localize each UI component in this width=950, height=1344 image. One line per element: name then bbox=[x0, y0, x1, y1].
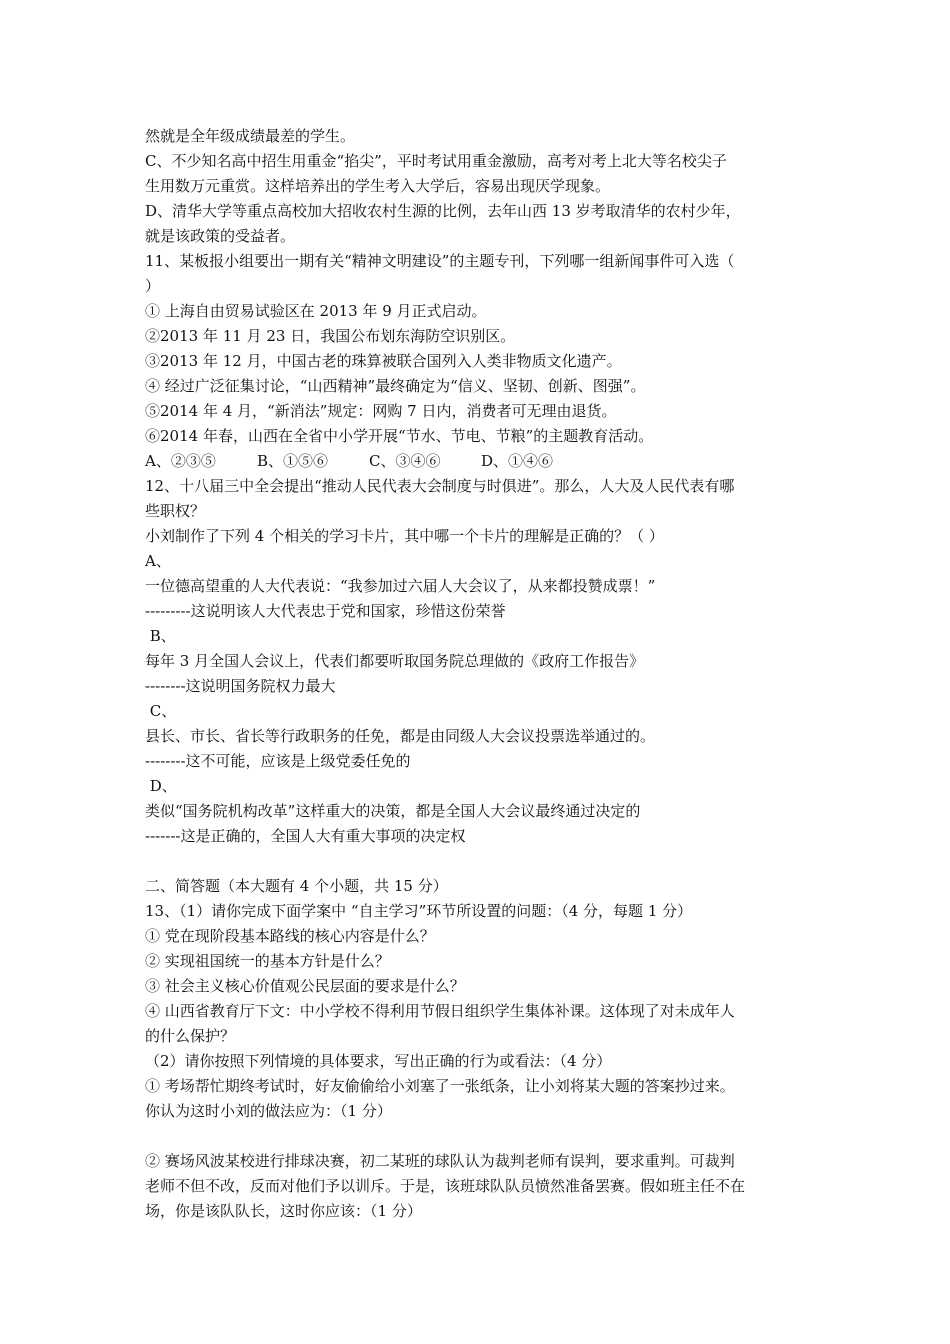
text-line: 场，你是该队队长，这时你应该：（1 分） bbox=[145, 1202, 422, 1220]
text-line: 就是该政策的受益者。 bbox=[145, 227, 296, 245]
news-item-2: ②2013 年 11 月 23 日，我国公布划东海防空识别区。 bbox=[145, 327, 516, 345]
news-item-6: ⑥2014 年春，山西在全省中小学开展“节水、节电、节粮”的主题教育活动。 bbox=[145, 427, 654, 445]
text-line: 的什么保护？ bbox=[145, 1027, 236, 1045]
text-line: 老师不但不改，反而对他们予以训斥。于是，该班球队队员愤然准备罢赛。假如班主任不在 bbox=[145, 1177, 746, 1195]
option-d: D、①④⑥ bbox=[481, 452, 554, 470]
spacer bbox=[145, 1124, 815, 1149]
news-item-5: ⑤2014 年 4 月，“新消法”规定：网购 7 日内，消费者可无理由退货。 bbox=[145, 402, 617, 420]
text-line: 你认为这时小刘的做法应为：（1 分） bbox=[145, 1102, 392, 1120]
question-12-prompt: 小刘制作了下列 4 个相关的学习卡片，其中哪一个卡片的理解是正确的？（ ） bbox=[145, 527, 664, 545]
card-b-comment: --------这说明国务院权力最大 bbox=[145, 677, 336, 695]
document-page bbox=[145, 124, 815, 1224]
text-line: 生用数万元重赏。这样培养出的学生考入大学后，容易出现厌学现象。 bbox=[145, 177, 611, 195]
card-d-statement: 类似“国务院机构改革”这样重大的决策，都是全国人大会议最终通过决定的 bbox=[145, 802, 641, 820]
card-d-label: D、 bbox=[145, 777, 177, 795]
section-2-heading: 二、简答题（本大题有 4 个小题，共 15 分） bbox=[145, 877, 448, 895]
card-c-statement: 县长、市长、省长等行政职务的任免，都是由同级人大会议投票选举通过的。 bbox=[145, 727, 656, 745]
card-b-label: B、 bbox=[145, 627, 176, 645]
question-11-stem: 11、某板报小组要出一期有关“精神文明建设”的主题专刊，下列哪一组新闻事件可入选（ bbox=[145, 252, 735, 270]
card-a-label: A、 bbox=[145, 552, 171, 570]
card-b-statement: 每年 3 月全国人会议上，代表们都要听取国务院总理做的《政府工作报告》 bbox=[145, 652, 645, 670]
news-item-1: ① 上海自由贸易试验区在 2013 年 9 月正式启动。 bbox=[145, 302, 487, 320]
question-12-stem: 12、十八届三中全会提出“推动人民代表大会制度与时俱进”。那么，人大及人民代表有哪 bbox=[145, 477, 735, 495]
spacer bbox=[145, 849, 815, 874]
card-a-comment: ---------这说明该人大代表忠于党和国家，珍惜这份荣誉 bbox=[145, 602, 506, 620]
sub-question-4: ④ 山西省教育厅下文：中小学校不得利用节假日组织学生集体补课。这体现了对未成年人 bbox=[145, 1002, 735, 1020]
news-item-4: ④ 经过广泛征集讨论，“山西精神”最终确定为“信义、坚韧、创新、图强”。 bbox=[145, 377, 646, 395]
card-c-comment: --------这不可能，应该是上级党委任免的 bbox=[145, 752, 411, 770]
question-11-options bbox=[145, 449, 815, 474]
scenario-1: ① 考场帮忙期终考试时，好友偷偷给小刘塞了一张纸条，让小刘将某大题的答案抄过来。 bbox=[145, 1077, 735, 1095]
option-b: B、①⑤⑥ bbox=[257, 452, 329, 470]
card-c-label: C、 bbox=[145, 702, 177, 720]
card-a-statement: 一位德高望重的人大代表说：“我参加过六届人大会议了，从来都投赞成票！” bbox=[145, 577, 656, 595]
text-line: 然就是全年级成绩最差的学生。 bbox=[145, 127, 356, 145]
sub-question-3: ③ 社会主义核心价值观公民层面的要求是什么？ bbox=[145, 977, 465, 995]
option-a: A、②③⑤ bbox=[145, 452, 216, 470]
question-11-bracket: ） bbox=[145, 277, 161, 295]
card-d-comment: -------这是正确的，全国人大有重大事项的决定权 bbox=[145, 827, 466, 845]
question-13-part-2: （2）请你按照下列情境的具体要求，写出正确的行为或看法：（4 分） bbox=[145, 1052, 612, 1070]
news-item-3: ③2013 年 12 月，中国古老的珠算被联合国列入人类非物质文化遗产。 bbox=[145, 352, 622, 370]
sub-question-2: ② 实现祖国统一的基本方针是什么？ bbox=[145, 952, 390, 970]
option-d-text: D、清华大学等重点高校加大招收农村生源的比例，去年山西 13 岁考取清华的农村少年， bbox=[145, 202, 741, 220]
sub-question-1: ① 党在现阶段基本路线的核心内容是什么？ bbox=[145, 927, 435, 945]
question-13-part-1: 13、（1）请你完成下面学案中 “自主学习”环节所设置的问题：（4 分，每题 1 分） bbox=[145, 902, 693, 920]
option-c: C、③④⑥ bbox=[369, 452, 441, 470]
text-line: 些职权？ bbox=[145, 502, 206, 520]
scenario-2: ② 赛场风波某校进行排球决赛，初二某班的球队认为裁判老师有误判，要求重判。可裁判 bbox=[145, 1152, 735, 1170]
option-c-text: C、不少知名高中招生用重金“掐尖”，平时考试用重金激励，高考对考上北大等名校尖子 bbox=[145, 152, 727, 170]
